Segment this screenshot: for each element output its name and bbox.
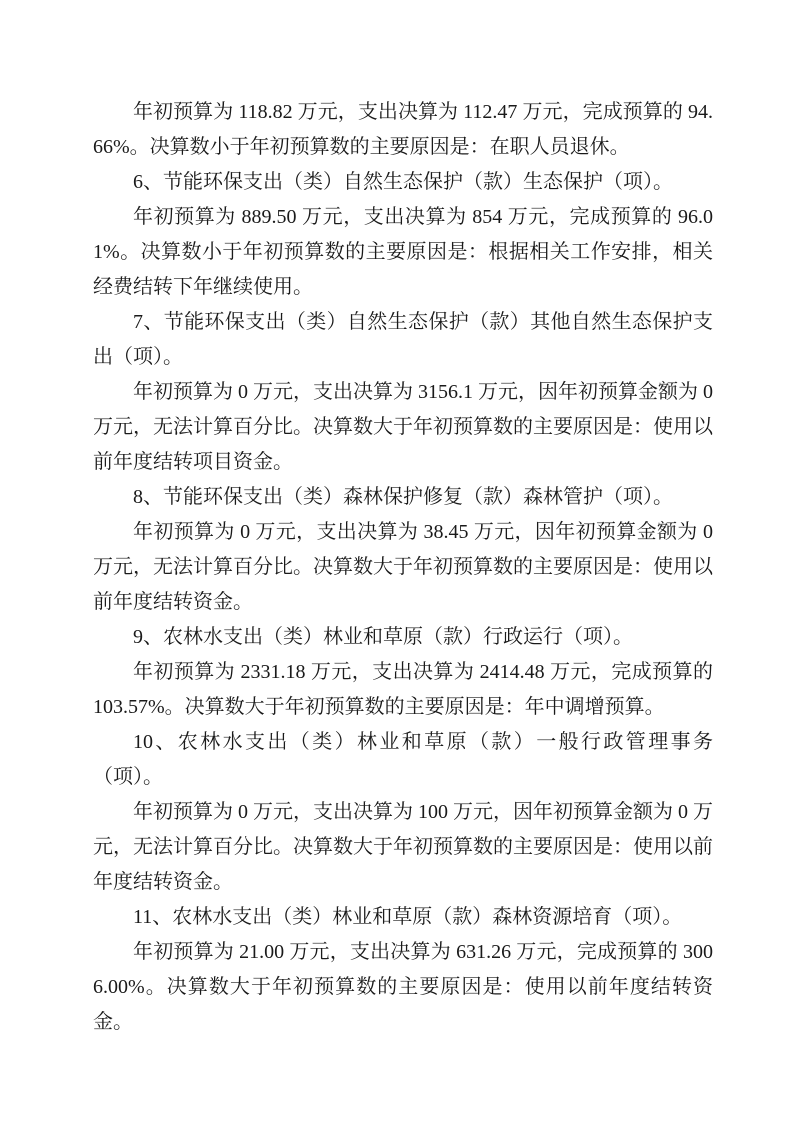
section-heading-item-9: 9、农林水支出（类）林业和草原（款）行政运行（项）。 <box>133 626 633 648</box>
section-heading-item-7: 7、节能环保支出（类）自然生态保护（款）其他自然生态保护支出（项）。 <box>93 311 713 368</box>
section-heading-item-6: 6、节能环保支出（类）自然生态保护（款）生态保护（项）。 <box>133 171 673 193</box>
section-heading-item-11: 11、农林水支出（类）林业和草原（款）森林资源培育（项）。 <box>133 906 683 928</box>
paragraph-budget-detail: 年初预算为 2331.18 万元，支出决算为 2414.48 万元，完成预算的 103.57%。决算数大于年初预算数的主要原因是：年中调增预算。 <box>93 661 713 718</box>
section-heading-item-8: 8、节能环保支出（类）森林保护修复（款）森林管护（项）。 <box>133 486 673 508</box>
document-body <box>93 95 713 1040</box>
paragraph-budget-detail: 年初预算为 0 万元，支出决算为 3156.1 万元，因年初预算金额为 0 万元，无法计算百分比。决算数大于年初预算数的主要原因是：使用以前年度结转项目资金。 <box>93 381 713 473</box>
paragraph-budget-detail: 年初预算为 0 万元，支出决算为 100 万元，因年初预算金额为 0 万元，无法计算百分比。决算数大于年初预算数的主要原因是：使用以前年度结转资金。 <box>93 801 713 893</box>
paragraph-budget-detail: 年初预算为 889.50 万元，支出决算为 854 万元，完成预算的 96.01%。决算数小于年初预算数的主要原因是：根据相关工作安排，相关经费结转下年继续使用。 <box>93 206 713 298</box>
paragraph-budget-detail: 年初预算为 0 万元，支出决算为 38.45 万元，因年初预算金额为 0 万元，无法计算百分比。决算数大于年初预算数的主要原因是：使用以前年度结转资金。 <box>93 521 713 613</box>
section-heading-item-10: 10、农林水支出（类）林业和草原（款）一般行政管理事务（项）。 <box>93 731 713 788</box>
paragraph-budget-detail: 年初预算为 21.00 万元，支出决算为 631.26 万元，完成预算的 3006.00%。决算数大于年初预算数的主要原因是：使用以前年度结转资金。 <box>93 941 713 1033</box>
paragraph-budget-detail: 年初预算为 118.82 万元，支出决算为 112.47 万元，完成预算的 94.66%。决算数小于年初预算数的主要原因是：在职人员退休。 <box>93 101 713 158</box>
